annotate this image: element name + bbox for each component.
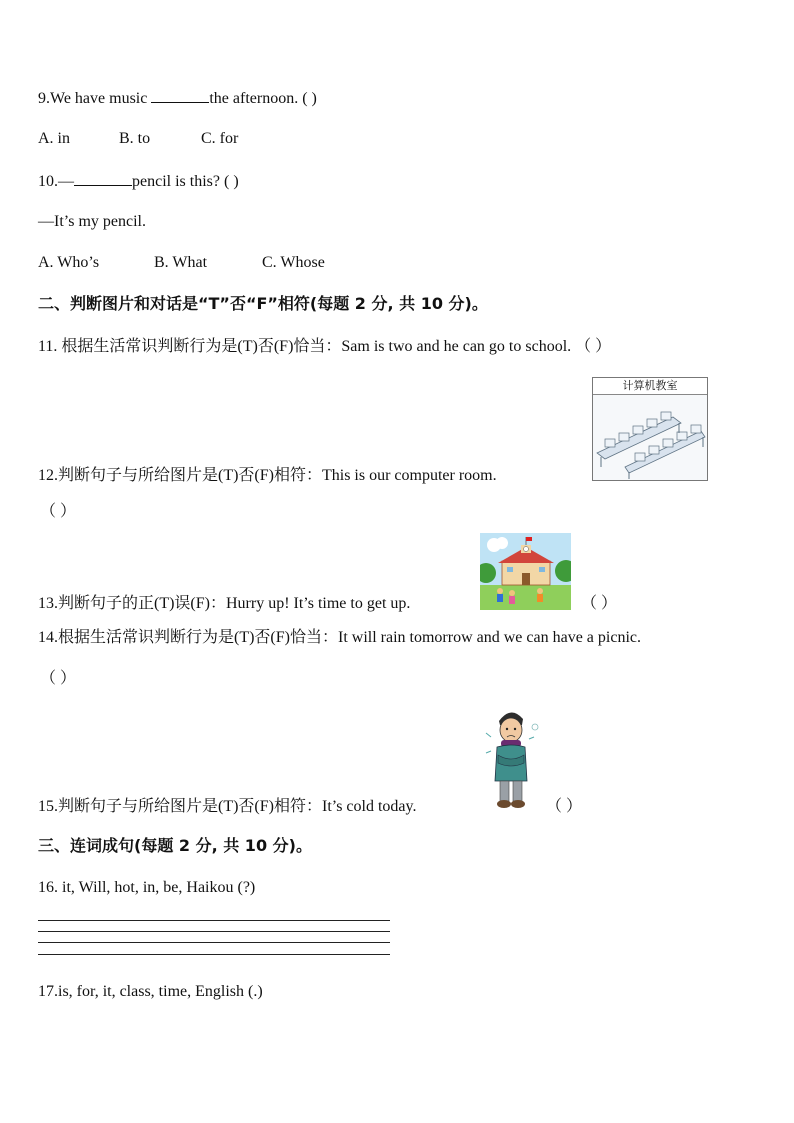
answer-parentheses[interactable]: （ ）	[40, 503, 77, 520]
answer-parentheses[interactable]: （ ）	[546, 798, 583, 815]
question-9-options	[38, 129, 238, 149]
answer-blank[interactable]	[151, 88, 209, 103]
question-17: 17.is, for, it, class, time, English (.)	[38, 983, 263, 1000]
question-11: 11. 根据生活常识判断行为是(T)否(F)恰当：Sam is two and he can go to school. （ ）	[38, 338, 612, 355]
question-10-options	[38, 253, 325, 273]
writing-line[interactable]	[38, 920, 390, 921]
option-b: B. What	[154, 254, 208, 271]
question-14: 14.根据生活常识判断行为是(T)否(F)恰当：It will rain tomorrow and we can have a picnic.	[38, 629, 641, 646]
question-10-dialogue: —It’s my pencil.	[38, 213, 146, 230]
question-13: 13.判断句子的正(T)误(F)：Hurry up! It’s time to get up.	[38, 595, 411, 612]
cold-man-image	[482, 703, 540, 813]
question-12: 12.判断句子与所给图片是(T)否(F)相符：This is our computer room.	[38, 467, 497, 484]
question-10	[38, 171, 239, 192]
option-c: C. Whose	[262, 254, 325, 271]
question-9	[38, 88, 317, 109]
computer-desks-illustration	[593, 395, 707, 481]
question-10-text-end: pencil is this? ( )	[132, 173, 239, 190]
question-9-text-start: 9.We have music	[38, 90, 152, 107]
option-a: A. Who’s	[38, 254, 100, 271]
answer-parentheses[interactable]: （ ）	[581, 595, 618, 612]
question-15: 15.判断句子与所给图片是(T)否(F)相符：It’s cold today.	[38, 798, 417, 815]
section-heading: 三、连词成句(每题 2 分, 共 10 分)。	[38, 836, 312, 855]
school-image	[480, 533, 571, 610]
question-16: 16. it, Will, hot, in, be, Haikou (?)	[38, 879, 256, 896]
writing-line[interactable]	[38, 954, 390, 955]
option-c: C. for	[201, 130, 239, 147]
answer-parentheses[interactable]: （ ）	[40, 670, 77, 687]
question-10-text-start: 10.—	[38, 173, 74, 190]
question-9-text-end: the afternoon. ( )	[209, 90, 317, 107]
writing-line[interactable]	[38, 942, 390, 943]
writing-line[interactable]	[38, 931, 390, 932]
answer-blank[interactable]	[74, 171, 132, 186]
section-heading: 二、判断图片和对话是“T”否“F”相符(每题 2 分, 共 10 分)。	[38, 294, 488, 313]
option-b: B. to	[119, 130, 151, 147]
option-a: A. in	[38, 130, 70, 147]
computer-room-image	[592, 377, 708, 481]
computer-room-sign: 计算机教室	[593, 378, 707, 395]
